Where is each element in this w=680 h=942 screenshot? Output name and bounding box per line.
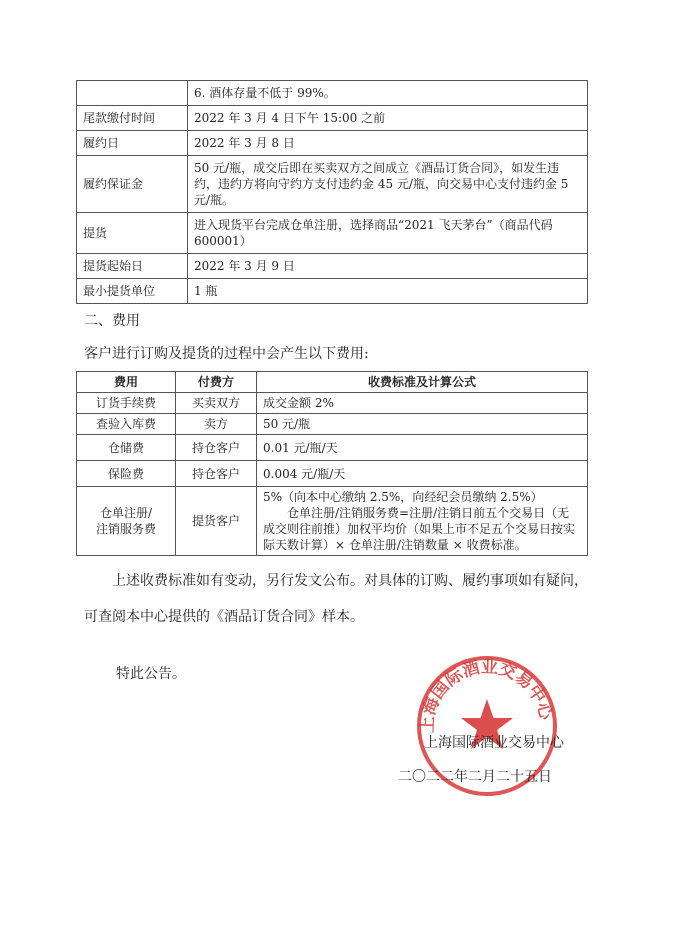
row-value: 1 瓶 bbox=[188, 279, 588, 304]
row-value: 2022 年 3 月 8 日 bbox=[188, 131, 588, 156]
row-label: 提货 bbox=[77, 213, 188, 254]
fee-payer: 卖方 bbox=[176, 414, 257, 435]
table-row bbox=[77, 487, 588, 556]
fee-table bbox=[76, 371, 588, 556]
row-value: 6. 酒体存量不低于 99%。 bbox=[188, 81, 588, 106]
table-row bbox=[77, 435, 588, 461]
row-value: 进入现货平台完成仓单注册，选择商品“2021 飞天茅台”（商品代码 600001） bbox=[188, 213, 588, 254]
table-row bbox=[77, 393, 588, 414]
fee-table-head bbox=[77, 372, 588, 393]
fee-name: 保险费 bbox=[77, 461, 176, 487]
table-row bbox=[77, 131, 588, 156]
fee-name: 查验入库费 bbox=[77, 414, 176, 435]
fee-name: 仓储费 bbox=[77, 435, 176, 461]
order-terms-table bbox=[76, 80, 588, 304]
row-value: 2022 年 3 月 4 日下午 15:00 之前 bbox=[188, 106, 588, 131]
table-row bbox=[77, 461, 588, 487]
col-header-standard: 收费标准及计算公式 bbox=[257, 372, 588, 393]
fee-payer: 提货客户 bbox=[176, 487, 257, 556]
table-row bbox=[77, 414, 588, 435]
seal-text-path: 上海国际酒业交易中心 bbox=[417, 657, 556, 734]
row-label: 尾款缴付时间 bbox=[77, 106, 188, 131]
order-terms-body bbox=[77, 81, 588, 304]
fee-payer: 持仓客户 bbox=[176, 461, 257, 487]
table-row bbox=[77, 106, 588, 131]
fee-standard: 50 元/瓶 bbox=[257, 414, 588, 435]
fee-standard-rate: 5%（向本中心缴纳 2.5%，向经纪会员缴纳 2.5%） bbox=[263, 490, 543, 504]
row-value: 50 元/瓶，成交后即在买卖双方之间成立《酒品订货合同》，如发生违约，违约方将向守约方支付违约金 45 元/瓶，向交易中心支付违约金 5 元/瓶。 bbox=[188, 156, 588, 213]
fee-standard-formula: 仓单注册/注销服务费=注册/注销日前五个交易日（无成交则往前推）加权平均价（如果上市不足五个交易日按实际天数计算）× 仓单注册/注销数量 × 收费标准。 bbox=[263, 506, 576, 552]
table-row bbox=[77, 156, 588, 213]
fee-name: 仓单注册/ 注销服务费 bbox=[77, 487, 176, 556]
table-row bbox=[77, 81, 588, 106]
fee-standard: 0.01 元/瓶/天 bbox=[257, 435, 588, 461]
row-label bbox=[77, 81, 188, 106]
table-row bbox=[77, 279, 588, 304]
col-header-payer: 付费方 bbox=[176, 372, 257, 393]
col-header-fee: 费用 bbox=[77, 372, 176, 393]
table-row bbox=[77, 254, 588, 279]
section-heading: 二、费用 bbox=[84, 313, 140, 329]
fee-standard: 0.004 元/瓶/天 bbox=[257, 461, 588, 487]
row-label: 履约日 bbox=[77, 131, 188, 156]
fee-payer: 买卖双方 bbox=[176, 393, 257, 414]
fee-name: 订货手续费 bbox=[77, 393, 176, 414]
row-label: 提货起始日 bbox=[77, 254, 188, 279]
row-label: 最小提货单位 bbox=[77, 279, 188, 304]
row-label: 履约保证金 bbox=[77, 156, 188, 213]
signature-org: 上海国际酒业交易中心 bbox=[424, 735, 564, 751]
fee-table-body bbox=[77, 393, 588, 556]
signature-date: 二〇二二年二月二十五日 bbox=[398, 769, 552, 785]
table-row bbox=[77, 213, 588, 254]
notice-paragraph: 上述收费标准如有变动，另行发文公布。对具体的订购、履约事项如有疑问，可查阅本中心提供的《酒品订货合同》样本。 bbox=[84, 573, 588, 625]
fee-payer: 持仓客户 bbox=[176, 435, 257, 461]
fee-standard bbox=[257, 487, 588, 556]
fee-standard: 成交金额 2% bbox=[257, 393, 588, 414]
intro-text: 客户进行订购及提货的过程中会产生以下费用: bbox=[84, 346, 369, 362]
row-value: 2022 年 3 月 9 日 bbox=[188, 254, 588, 279]
closing-text: 特此公告。 bbox=[116, 666, 186, 682]
table-header-row bbox=[77, 372, 588, 393]
